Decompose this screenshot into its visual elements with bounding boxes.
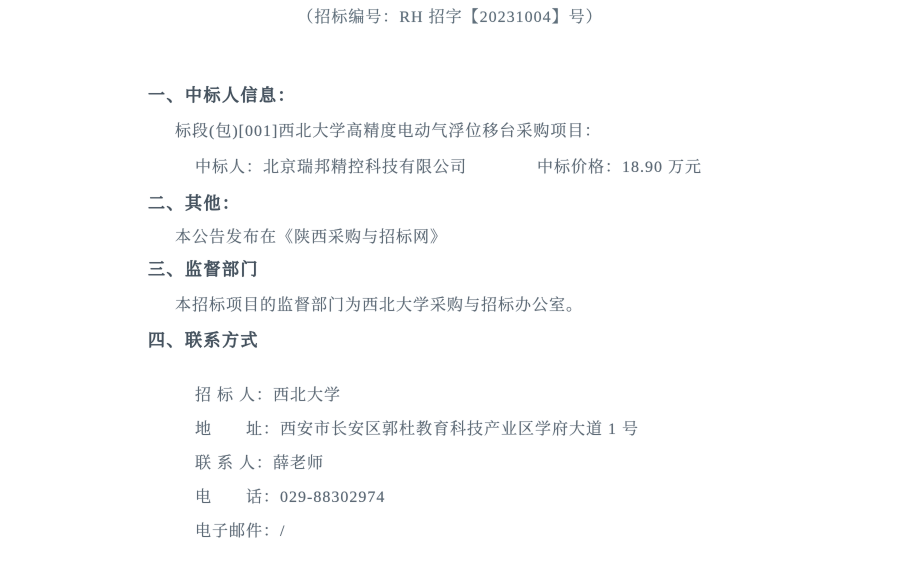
winner-price-line — [195, 158, 702, 178]
address-label: 地 址： — [195, 421, 281, 438]
email-value: / — [280, 523, 286, 540]
address-value: 西安市长安区郭杜教育科技产业区学府大道 1 号 — [280, 421, 640, 438]
phone-value: 029-88302974 — [280, 489, 386, 506]
winner-name: 中标人：北京瑞邦精控科技有限公司 — [195, 159, 468, 176]
email-label: 电子邮件： — [195, 523, 281, 540]
winner-price: 中标价格：18.90 万元 — [537, 159, 703, 176]
publication-note: 本公告发布在《陕西采购与招标网》 — [175, 229, 448, 246]
section4-heading: 四、联系方式 — [148, 331, 259, 350]
tender-number-note: （招标编号：RH 招字【20231004】号） — [297, 9, 603, 26]
tenderer-label: 招 标 人： — [195, 387, 274, 404]
lot-description: 标段(包)[001]西北大学高精度电动气浮位移台采购项目： — [175, 123, 602, 140]
contact-row-email — [175, 502, 285, 562]
supervision-department-note: 本招标项目的监督部门为西北大学采购与招标办公室。 — [175, 297, 584, 314]
section3-heading: 三、监督部门 — [148, 260, 259, 279]
phone-label: 电 话： — [195, 489, 281, 506]
section2-heading: 二、其他： — [148, 194, 241, 213]
section1-heading: 一、中标人信息： — [148, 86, 296, 105]
contact-person-value: 薛老师 — [273, 455, 325, 472]
tenderer-value: 西北大学 — [273, 387, 342, 404]
contact-person-label: 联 系 人： — [195, 455, 274, 472]
